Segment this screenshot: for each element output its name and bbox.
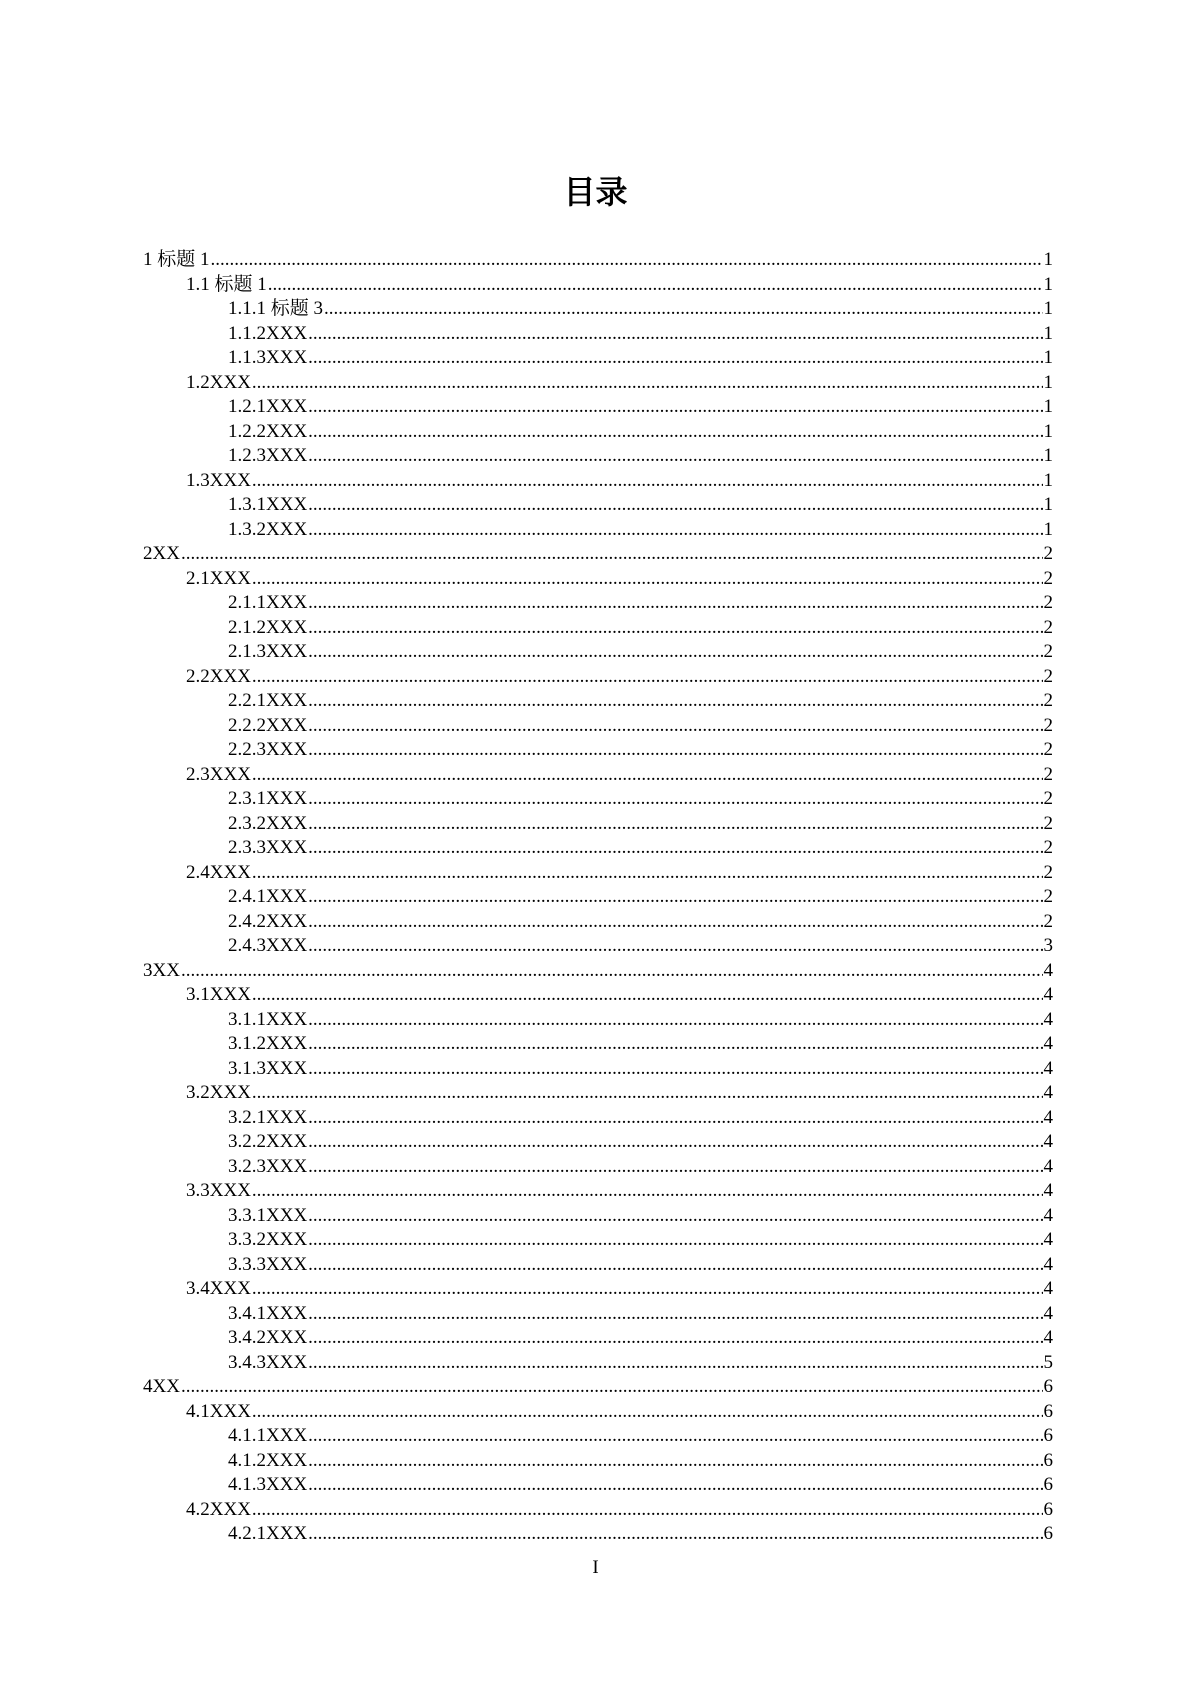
toc-entry[interactable] — [143, 1277, 1053, 1302]
toc-entry-page-number: 4 — [1043, 1033, 1053, 1054]
toc-entry-page-number: 4 — [1043, 1082, 1053, 1103]
toc-entry-page-number: 2 — [1043, 812, 1053, 834]
toc-entry[interactable] — [143, 1375, 1053, 1400]
table-of-contents — [143, 248, 1053, 1547]
toc-entry-page-number: 2 — [1043, 739, 1053, 760]
toc-dot-leader — [308, 1424, 1042, 1449]
toc-entry-page-number: 1 — [1043, 494, 1053, 515]
toc-entry[interactable] — [143, 1008, 1053, 1033]
toc-entry-label: 2.3.1XXX — [228, 788, 308, 809]
toc-entry-label: 1.1.1 标题 3 — [228, 298, 324, 319]
toc-entry[interactable] — [143, 1400, 1053, 1425]
toc-entry[interactable] — [143, 910, 1053, 935]
toc-entry-label: 1.1 标题 1 — [186, 273, 267, 295]
toc-entry-page-number: 6 — [1043, 1523, 1053, 1544]
toc-entry-page-number: 6 — [1043, 1425, 1053, 1446]
toc-entry-page-number: 1 — [1043, 518, 1053, 540]
toc-entry-label: 3.2.2XXX — [228, 1131, 308, 1152]
toc-entry[interactable] — [143, 591, 1053, 616]
toc-entry-label: 2.1XXX — [186, 567, 251, 589]
toc-dot-leader — [308, 1155, 1042, 1180]
toc-entry-page-number: 1 — [1043, 322, 1053, 344]
toc-dot-leader — [308, 444, 1042, 469]
toc-entry-label: 3.3.1XXX — [228, 1204, 308, 1226]
toc-entry-page-number: 2 — [1043, 543, 1053, 564]
toc-entry-page-number: 3 — [1043, 935, 1053, 956]
toc-dot-leader — [308, 616, 1042, 641]
toc-dot-leader — [308, 518, 1042, 543]
toc-entry[interactable] — [143, 1424, 1053, 1449]
toc-entry-label: 3.4.2XXX — [228, 1327, 308, 1348]
toc-entry-label: 2.1.2XXX — [228, 616, 308, 638]
toc-entry[interactable] — [143, 297, 1053, 322]
toc-entry-label: 3.3.2XXX — [228, 1229, 308, 1250]
toc-entry-page-number: 2 — [1043, 886, 1053, 907]
toc-entry-page-number: 4 — [1043, 1229, 1053, 1250]
toc-entry-label: 3.4.1XXX — [228, 1302, 308, 1324]
toc-entry-page-number: 6 — [1043, 1449, 1053, 1471]
toc-entry[interactable] — [143, 934, 1053, 959]
toc-entry-page-number: 2 — [1043, 910, 1053, 932]
toc-entry-page-number: 4 — [1043, 1302, 1053, 1324]
toc-entry-label: 4.2XXX — [186, 1498, 251, 1520]
toc-entry-label: 2.3.2XXX — [228, 812, 308, 834]
toc-dot-leader — [308, 1351, 1042, 1376]
toc-dot-leader — [308, 395, 1042, 420]
toc-entry[interactable] — [143, 1498, 1053, 1523]
toc-entry-page-number: 2 — [1043, 567, 1053, 589]
toc-entry-label: 3.2.1XXX — [228, 1106, 308, 1128]
toc-entry-label: 1.3.1XXX — [228, 494, 308, 515]
toc-dot-leader — [252, 371, 1043, 396]
toc-entry-label: 2.2.3XXX — [228, 739, 308, 760]
toc-dot-leader — [252, 1498, 1043, 1523]
toc-entry-page-number: 1 — [1043, 298, 1053, 319]
toc-entry[interactable] — [143, 346, 1053, 371]
toc-entry-page-number: 2 — [1043, 714, 1053, 736]
toc-entry[interactable] — [143, 836, 1053, 861]
toc-entry-page-number: 2 — [1043, 641, 1053, 662]
toc-entry-label: 3.1.1XXX — [228, 1008, 308, 1030]
toc-entry-label: 1.3.2XXX — [228, 518, 308, 540]
toc-entry-page-number: 6 — [1043, 1400, 1053, 1422]
toc-entry-page-number: 4 — [1043, 984, 1053, 1005]
toc-dot-leader — [308, 1473, 1042, 1498]
toc-entry[interactable] — [143, 395, 1053, 420]
toc-dot-leader — [252, 1400, 1043, 1425]
toc-entry-label: 3.3.3XXX — [228, 1253, 308, 1275]
toc-entry[interactable] — [143, 273, 1053, 298]
toc-dot-leader — [268, 273, 1043, 298]
toc-entry-page-number: 2 — [1043, 861, 1053, 883]
toc-entry-label: 1.2XXX — [186, 371, 251, 393]
toc-entry-label: 3.1.3XXX — [228, 1057, 308, 1079]
page-title: 目录 — [563, 173, 628, 211]
toc-entry[interactable] — [143, 1179, 1053, 1204]
toc-entry-label: 3.1XXX — [186, 984, 251, 1005]
toc-dot-leader — [308, 910, 1042, 935]
toc-entry[interactable] — [143, 983, 1053, 1008]
toc-entry-label: 4.1.3XXX — [228, 1474, 308, 1495]
toc-dot-leader — [308, 1032, 1042, 1057]
toc-dot-leader — [308, 493, 1042, 518]
toc-entry-page-number: 1 — [1043, 371, 1053, 393]
toc-entry[interactable] — [143, 1253, 1053, 1278]
toc-entry-label: 3.1.2XXX — [228, 1033, 308, 1054]
toc-dot-leader — [181, 959, 1043, 984]
toc-dot-leader — [308, 346, 1042, 371]
toc-entry[interactable] — [143, 1522, 1053, 1547]
toc-entry-page-number: 4 — [1043, 1057, 1053, 1079]
toc-entry-label: 2.4.2XXX — [228, 910, 308, 932]
toc-dot-leader — [308, 1106, 1042, 1131]
toc-entry-page-number: 1 — [1043, 420, 1053, 442]
toc-dot-leader — [308, 1008, 1042, 1033]
toc-entry-label: 3.3XXX — [186, 1180, 251, 1201]
toc-entry-page-number: 2 — [1043, 592, 1053, 613]
toc-entry[interactable] — [143, 616, 1053, 641]
toc-dot-leader — [308, 1326, 1042, 1351]
toc-dot-leader — [308, 1522, 1042, 1547]
toc-entry-page-number: 4 — [1043, 1278, 1053, 1299]
toc-entry[interactable] — [143, 861, 1053, 886]
toc-entry-page-number: 6 — [1043, 1498, 1053, 1520]
toc-entry-label: 3.4XXX — [186, 1278, 251, 1299]
toc-entry-label: 1.3XXX — [186, 469, 251, 491]
toc-entry-label: 1.2.3XXX — [228, 445, 308, 466]
toc-entry-label: 4XX — [143, 1376, 180, 1397]
toc-dot-leader — [308, 640, 1042, 665]
toc-entry-label: 4.1.1XXX — [228, 1425, 308, 1446]
toc-entry[interactable] — [143, 444, 1053, 469]
toc-entry-page-number: 4 — [1043, 1204, 1053, 1226]
toc-entry[interactable] — [143, 1130, 1053, 1155]
toc-entry-page-number: 1 — [1043, 396, 1053, 417]
toc-dot-leader — [308, 591, 1042, 616]
toc-entry-page-number: 2 — [1043, 616, 1053, 638]
toc-entry[interactable] — [143, 518, 1053, 543]
toc-entry-label: 2.2.1XXX — [228, 690, 308, 711]
toc-dot-leader — [252, 763, 1043, 788]
toc-dot-leader — [308, 787, 1042, 812]
toc-entry-page-number: 6 — [1043, 1474, 1053, 1495]
toc-entry-label: 2.3.3XXX — [228, 837, 308, 858]
toc-entry[interactable] — [143, 1057, 1053, 1082]
toc-entry-page-number: 1 — [1043, 273, 1053, 295]
toc-entry[interactable] — [143, 567, 1053, 592]
toc-entry[interactable] — [143, 812, 1053, 837]
toc-entry-page-number: 1 — [1043, 445, 1053, 466]
toc-entry-page-number: 4 — [1043, 1106, 1053, 1128]
toc-entry-label: 4.1XXX — [186, 1400, 251, 1422]
toc-dot-leader — [308, 934, 1042, 959]
toc-dot-leader — [308, 689, 1042, 714]
toc-entry-label: 1.2.2XXX — [228, 420, 308, 442]
toc-entry-label: 3.2XXX — [186, 1082, 251, 1103]
toc-dot-leader — [308, 1449, 1042, 1474]
toc-entry-page-number: 4 — [1043, 1327, 1053, 1348]
toc-entry-label: 3.4.3XXX — [228, 1351, 308, 1373]
toc-entry[interactable] — [143, 1032, 1053, 1057]
toc-entry[interactable] — [143, 542, 1053, 567]
toc-dot-leader — [211, 248, 1043, 273]
toc-entry[interactable] — [143, 322, 1053, 347]
toc-dot-leader — [252, 1179, 1043, 1204]
toc-entry[interactable] — [143, 493, 1053, 518]
toc-entry-page-number: 2 — [1043, 837, 1053, 858]
toc-entry-label: 2.4.3XXX — [228, 935, 308, 956]
toc-dot-leader — [252, 469, 1043, 494]
toc-entry-page-number: 1 — [1043, 469, 1053, 491]
toc-dot-leader — [181, 542, 1043, 567]
toc-dot-leader — [308, 1253, 1042, 1278]
toc-entry-page-number: 4 — [1043, 959, 1053, 981]
toc-entry-page-number: 1 — [1043, 249, 1053, 270]
toc-dot-leader — [308, 1130, 1042, 1155]
toc-entry[interactable] — [143, 1106, 1053, 1131]
toc-entry[interactable] — [143, 1326, 1053, 1351]
toc-entry[interactable] — [143, 1449, 1053, 1474]
toc-dot-leader — [308, 836, 1042, 861]
toc-dot-leader — [308, 322, 1042, 347]
toc-entry-page-number: 2 — [1043, 788, 1053, 809]
toc-entry[interactable] — [143, 1228, 1053, 1253]
toc-entry-label: 2.3XXX — [186, 763, 251, 785]
toc-entry[interactable] — [143, 787, 1053, 812]
toc-dot-leader — [252, 1081, 1043, 1106]
toc-entry-label: 3XX — [143, 959, 180, 981]
toc-dot-leader — [308, 1302, 1042, 1327]
toc-entry[interactable] — [143, 420, 1053, 445]
toc-entry-label: 1.1.3XXX — [228, 347, 308, 368]
toc-entry-page-number: 4 — [1043, 1008, 1053, 1030]
toc-dot-leader — [308, 714, 1042, 739]
toc-entry[interactable] — [143, 371, 1053, 396]
toc-dot-leader — [252, 983, 1043, 1008]
toc-dot-leader — [308, 1204, 1042, 1229]
toc-entry[interactable] — [143, 1081, 1053, 1106]
toc-entry-page-number: 1 — [1043, 347, 1053, 368]
toc-entry[interactable] — [143, 1204, 1053, 1229]
toc-dot-leader — [252, 567, 1043, 592]
toc-entry[interactable] — [143, 885, 1053, 910]
toc-entry[interactable] — [143, 1351, 1053, 1376]
toc-entry-page-number: 4 — [1043, 1253, 1053, 1275]
toc-dot-leader — [252, 665, 1043, 690]
toc-entry-page-number: 5 — [1043, 1351, 1053, 1373]
toc-entry-label: 2.1.3XXX — [228, 641, 308, 662]
toc-entry[interactable] — [143, 763, 1053, 788]
toc-entry-label: 3.2.3XXX — [228, 1155, 308, 1177]
page-number: I — [592, 1557, 599, 1578]
toc-entry[interactable] — [143, 1155, 1053, 1180]
toc-entry-label: 1.1.2XXX — [228, 322, 308, 344]
toc-entry-label: 2.2.2XXX — [228, 714, 308, 736]
toc-entry-label: 2.1.1XXX — [228, 592, 308, 613]
toc-dot-leader — [308, 738, 1042, 763]
toc-entry-page-number: 2 — [1043, 665, 1053, 687]
toc-dot-leader — [308, 420, 1042, 445]
toc-dot-leader — [308, 1228, 1042, 1253]
toc-dot-leader — [252, 1277, 1043, 1302]
toc-entry[interactable] — [143, 248, 1053, 273]
toc-dot-leader — [308, 1057, 1042, 1082]
toc-entry[interactable] — [143, 738, 1053, 763]
toc-entry-page-number: 2 — [1043, 690, 1053, 711]
toc-entry-label: 1.2.1XXX — [228, 396, 308, 417]
toc-entry[interactable] — [143, 959, 1053, 984]
toc-dot-leader — [181, 1375, 1043, 1400]
toc-entry-label: 2.4XXX — [186, 861, 251, 883]
toc-entry-label: 4.2.1XXX — [228, 1523, 308, 1544]
toc-entry-page-number: 4 — [1043, 1131, 1053, 1152]
toc-dot-leader — [324, 297, 1042, 322]
toc-entry[interactable] — [143, 1302, 1053, 1327]
toc-entry-label: 1 标题 1 — [143, 249, 210, 270]
toc-entry-label: 2.2XXX — [186, 665, 251, 687]
toc-entry[interactable] — [143, 665, 1053, 690]
toc-dot-leader — [308, 812, 1042, 837]
toc-entry-label: 4.1.2XXX — [228, 1449, 308, 1471]
toc-entry-label: 2XX — [143, 543, 180, 564]
toc-entry-page-number: 6 — [1043, 1376, 1053, 1397]
toc-dot-leader — [252, 861, 1043, 886]
toc-entry-page-number: 4 — [1043, 1180, 1053, 1201]
toc-entry[interactable] — [143, 469, 1053, 494]
toc-entry-page-number: 2 — [1043, 763, 1053, 785]
toc-entry[interactable] — [143, 1473, 1053, 1498]
toc-dot-leader — [308, 885, 1042, 910]
toc-entry[interactable] — [143, 714, 1053, 739]
toc-entry[interactable] — [143, 640, 1053, 665]
toc-entry[interactable] — [143, 689, 1053, 714]
toc-entry-label: 2.4.1XXX — [228, 886, 308, 907]
toc-entry-page-number: 4 — [1043, 1155, 1053, 1177]
